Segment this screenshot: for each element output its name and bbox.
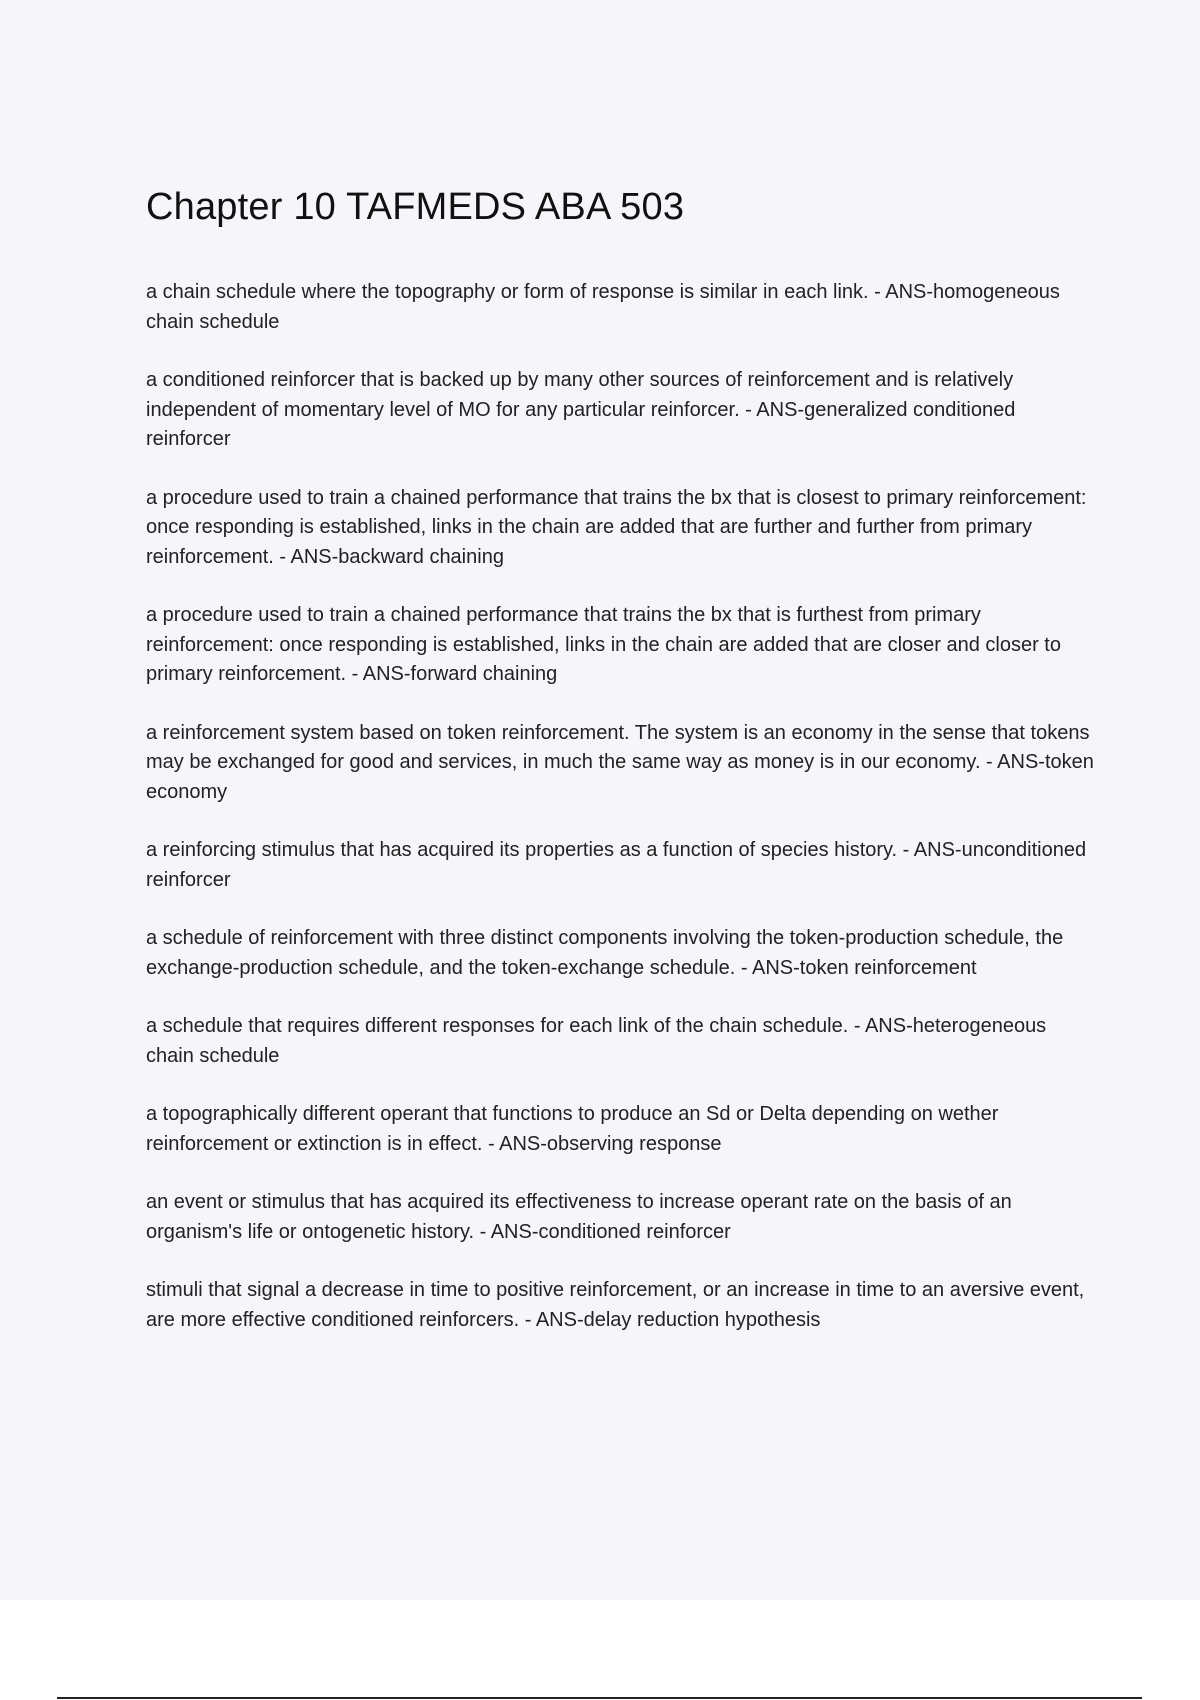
flashcard-list <box>146 278 1096 1364</box>
flashcard-entry: a reinforcing stimulus that has acquired its properties as a function of species history. - ANS-unconditioned reinforcer <box>146 839 1087 891</box>
flashcard-entry: a procedure used to train a chained performance that trains the bx that is closest to primary reinforcement: once responding is established, links in the chain are added that are further and further from primary reinforcement. - ANS-backward chaining <box>146 486 1087 568</box>
flashcard-entry: a schedule of reinforcement with three distinct components involving the token-production schedule, the exchange-production schedule, and the token-exchange schedule. - ANS-token reinforcement <box>146 927 1064 979</box>
flashcard-entry: a procedure used to train a chained performance that trains the bx that is furthest from primary reinforcement: once responding is established, links in the chain are added that are closer and closer to primary reinforcement. - ANS-forward chaining <box>146 604 1061 685</box>
footer-divider <box>57 1697 1142 1699</box>
flashcard-entry: a schedule that requires different responses for each link of the chain schedule. - ANS-heterogeneous chain schedule <box>146 1015 1047 1067</box>
flashcard-entry: a reinforcement system based on token reinforcement. The system is an economy in the sense that tokens may be exchanged for good and services, in much the same way as money is in our economy. - ANS-token economy <box>146 721 1094 803</box>
flashcard-entry: a conditioned reinforcer that is backed up by many other sources of reinforcement and is relatively independent of momentary level of MO for any particular reinforcer. - ANS-generalized conditioned reinforcer <box>146 369 1016 450</box>
flashcard-entry: a chain schedule where the topography or form of response is similar in each link. - ANS-homogeneous chain schedule <box>146 281 1060 333</box>
flashcard-entry: an event or stimulus that has acquired its effectiveness to increase operant rate on the basis of an organism's life or ontogenetic history. - ANS-conditioned reinforcer <box>146 1191 1012 1243</box>
page-title: Chapter 10 TAFMEDS ABA 503 <box>146 186 685 228</box>
flashcard-entry: stimuli that signal a decrease in time to positive reinforcement, or an increase in time to an aversive event, are more effective conditioned reinforcers. - ANS-delay reduction hypothesis <box>146 1279 1085 1331</box>
flashcard-entry: a topographically different operant that functions to produce an Sd or Delta depending on wether reinforcement or extinction is in effect. - ANS-observing response <box>146 1103 999 1155</box>
